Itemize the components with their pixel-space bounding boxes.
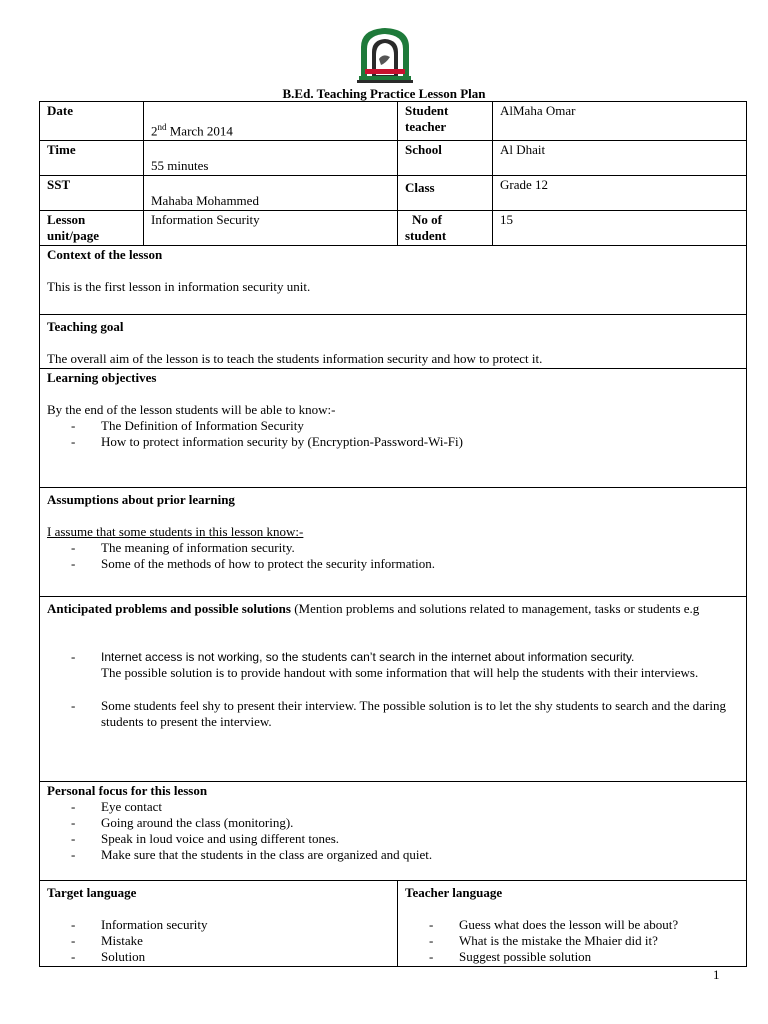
school-value: Al Dhait [493, 141, 747, 176]
class-value: Grade 12 [493, 176, 747, 211]
list-item: - What is the mistake the Mhaier did it? [429, 933, 739, 949]
list-item: - Speak in loud voice and using different tones. [71, 831, 739, 847]
sst-value: Mahaba Mohammed [144, 176, 398, 211]
row-lesson [40, 211, 747, 246]
row-context [40, 246, 747, 315]
teacher-language-list [405, 917, 739, 965]
teacher-language-heading: Teacher language [405, 885, 503, 901]
date-value: 2nd March 2014 [144, 102, 398, 141]
lesson-value: Information Security [144, 211, 398, 246]
teaching-goal-text: The overall aim of the lesson is to teach the students information security and how to protect it. [47, 351, 543, 367]
assumptions-list [47, 540, 739, 572]
learning-objectives-intro: By the end of the lesson students will be able to know:- [47, 402, 336, 418]
list-item: - Guess what does the lesson will be about? [429, 917, 739, 933]
target-language-section [40, 881, 398, 967]
sst-label: SST [40, 176, 144, 211]
context-section [40, 246, 747, 315]
date-label: Date [40, 102, 144, 141]
list-item: - Mistake [71, 933, 390, 949]
lesson-label: Lesson unit/page [40, 211, 144, 246]
emblem-logo [357, 25, 413, 85]
learning-objectives-list [47, 418, 739, 450]
student-teacher-value: AlMaha Omar [493, 102, 747, 141]
document-title: B.Ed. Teaching Practice Lesson Plan [282, 86, 486, 101]
assumptions-heading: Assumptions about prior learning [47, 492, 235, 508]
learning-objectives-heading: Learning objectives [47, 370, 157, 386]
anticipated-section [40, 597, 747, 782]
assumptions-intro: I assume that some students in this lesson know:- [47, 524, 304, 540]
list-item: - Internet access is not working, so the students can’t search in the internet about information security. The possible solution is to provide handout with some information that will help the students with their interviews. [71, 649, 739, 681]
row-sst [40, 176, 747, 211]
school-label: School [398, 141, 493, 176]
row-language [40, 881, 747, 967]
no-of-student-label: No of student [398, 211, 493, 246]
row-teaching-goal [40, 315, 747, 369]
time-value: 55 minutes [144, 141, 398, 176]
row-time [40, 141, 747, 176]
teacher-language-section [398, 881, 747, 967]
context-text: This is the first lesson in information security unit. [47, 279, 311, 295]
context-heading: Context of the lesson [47, 247, 163, 263]
anticipated-intro: Anticipated problems and possible solutions (Mention problems and solutions related to management, tasks or students e.g [47, 601, 700, 617]
target-language-list [47, 917, 390, 965]
list-item: - The Definition of Information Security [71, 418, 739, 434]
anticipated-list [47, 649, 739, 730]
row-personal-focus [40, 782, 747, 881]
class-label: Class [398, 176, 493, 211]
personal-focus-list [47, 799, 739, 863]
row-date [40, 102, 747, 141]
no-of-student-value: 15 [493, 211, 747, 246]
personal-focus-section [40, 782, 747, 881]
list-item: - Information security [71, 917, 390, 933]
learning-objectives-section [40, 369, 747, 488]
list-item: - The meaning of information security. [71, 540, 739, 556]
page-number: 1 [713, 967, 720, 982]
row-anticipated [40, 597, 747, 782]
list-item: - Some students feel shy to present their interview. The possible solution is to let the shy students to search and the daring students to present the interview. [71, 698, 739, 730]
list-item: - Going around the class (monitoring). [71, 815, 739, 831]
assumptions-section [40, 488, 747, 597]
student-teacher-label: Student teacher [398, 102, 493, 141]
list-item: - Eye contact [71, 799, 739, 815]
list-item: - Suggest possible solution [429, 949, 739, 965]
target-language-heading: Target language [47, 885, 137, 901]
teaching-goal-heading: Teaching goal [47, 319, 124, 335]
list-item: - How to protect information security by (Encryption-Password-Wi-Fi) [71, 434, 739, 450]
lesson-plan-table [39, 101, 747, 967]
teaching-goal-section [40, 315, 747, 369]
list-item: - Make sure that the students in the class are organized and quiet. [71, 847, 739, 863]
row-assumptions [40, 488, 747, 597]
personal-focus-heading: Personal focus for this lesson [47, 783, 208, 799]
list-item: - Some of the methods of how to protect the security information. [71, 556, 739, 572]
time-label: Time [40, 141, 144, 176]
list-item: - Solution [71, 949, 390, 965]
row-learning-objectives [40, 369, 747, 488]
